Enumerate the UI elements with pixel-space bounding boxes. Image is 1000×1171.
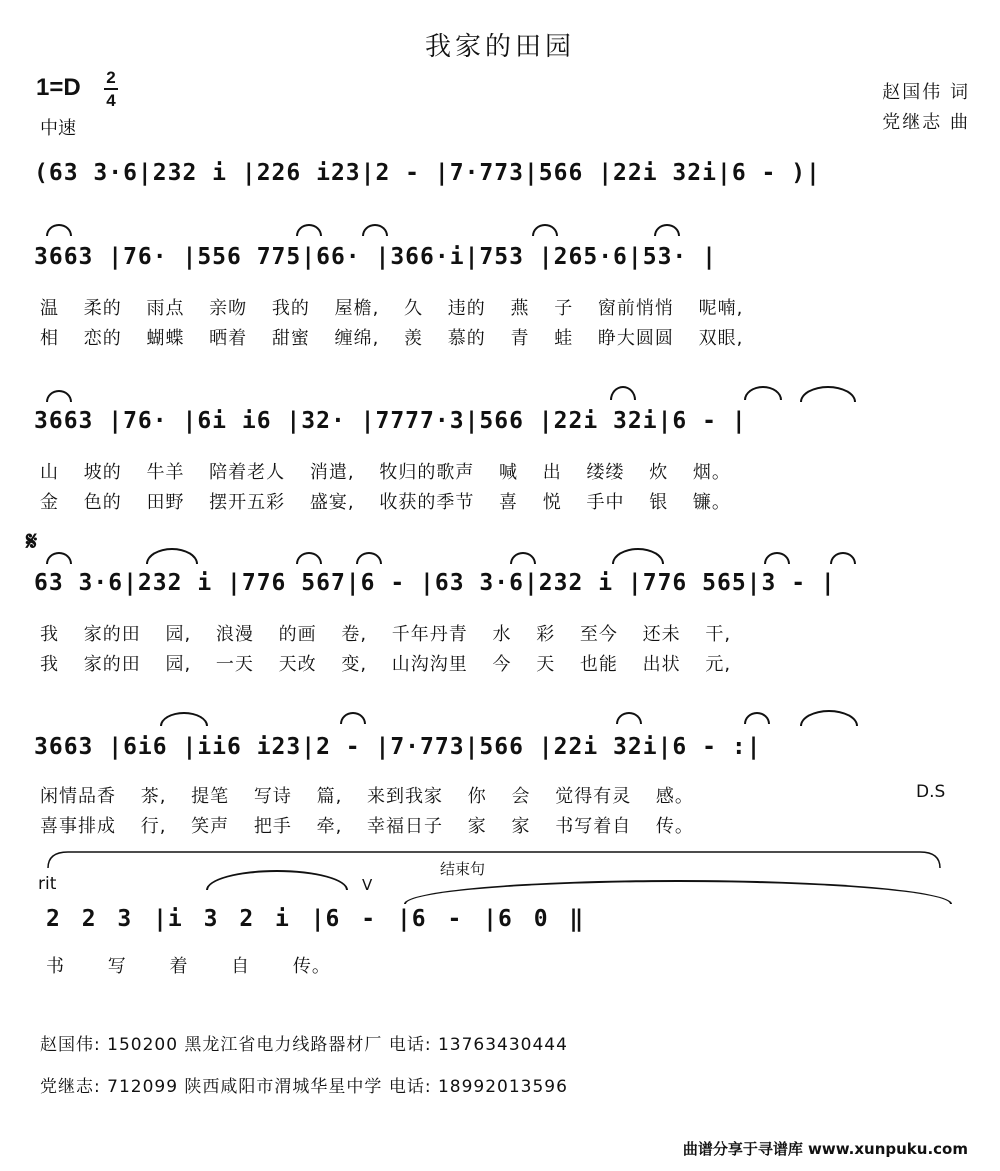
score-row-5-lyrics-verse-1: 闲情品香 茶, 提笔 写诗 篇, 来到我家 你 会 觉得有灵 感。 [40,786,694,807]
tie [404,880,952,904]
score-row-6-lyrics: 书 写 着 自 传。 [46,956,331,977]
ending-label: 结束句 [440,860,486,878]
score-row-4-lyrics-verse-2: 我 家的田 园, 一天 天改 变, 山沟沟里 今 天 也能 出状 元, [40,654,732,675]
page-title: 我家的田园 [424,32,575,62]
time-signature-top: 2 [106,68,116,87]
slur [532,224,558,236]
slur [340,712,366,724]
segno-sign: 𝄋 [26,527,38,557]
score-row-3-notes: 3663 |76· |6i i6 |32· |7777·3|566 |22i 32i|6 - | [34,408,747,434]
slur [206,870,348,890]
slur [654,224,680,236]
score-row-3-lyrics-verse-1: 山 坡的 牛羊 陪着老人 消遣, 牧归的歌声 喊 出 缕缕 炊 烟。 [40,462,731,483]
slur [46,224,72,236]
slur [46,390,72,402]
score-row-5-notes: 3663 |6i6 |ii6 i23|2 - |7·773|566 |22i 32i|6 - :| [34,734,762,760]
slur [744,386,782,400]
slur [830,552,856,564]
dal-segno-marking: D.S [916,782,946,802]
score-row-2-lyrics-verse-2: 相 恋的 蝴蝶 晒着 甜蜜 缠绵, 羡 慕的 青 蛙 睁大圆圆 双眼, [40,328,744,349]
lyricist-credit: 赵国伟 词 [882,82,970,103]
key-signature: 1=D [36,74,81,101]
watermark-brand: 曲谱分享于寻谱库 www.xunpuku.com [682,1140,968,1158]
slur [744,712,770,724]
slur [146,548,198,564]
score-row-6-notes: 2 2 3 |i 3 2 i |6 - |6 - |6 0 ‖ [46,906,585,932]
time-signature-bottom: 4 [106,91,116,110]
slur [296,224,322,236]
slur [800,710,858,726]
score-row-4-notes: 63 3·6|232 i |776 567|6 - |63 3·6|232 i |776 565|3 - | [34,570,836,596]
slur [616,712,642,724]
slur [764,552,790,564]
score-row-2-lyrics-verse-1: 温 柔的 雨点 亲吻 我的 屋檐, 久 违的 燕 子 窗前悄悄 呢喃, [40,298,744,319]
ending-bracket [44,850,944,870]
score-row-5-lyrics-verse-2: 喜事排成 行, 笑声 把手 牵, 幸福日子 家 家 书写着自 传。 [40,816,694,837]
footer-contact-composer: 党继志: 712099 陕西咸阳市渭城华星中学 电话: 18992013596 [40,1077,568,1097]
slur [510,552,536,564]
slur [800,386,856,402]
tempo-marking: 中速 [40,118,76,139]
ritardando-marking: rit [38,874,57,894]
score-row-3-lyrics-verse-2: 金 色的 田野 摆开五彩 盛宴, 收获的季节 喜 悦 手中 银 镰。 [40,492,731,513]
score-row-2-notes: 3663 |76· |556 775|66· |366·i|753 |265·6|53· | [34,244,717,270]
time-signature [104,68,118,110]
slur [612,548,664,564]
slur [160,712,208,726]
breath-mark: V [362,876,373,894]
score-row-4-lyrics-verse-1: 我 家的田 园, 浪漫 的画 卷, 千年丹青 水 彩 至今 还未 干, [40,624,732,645]
slur [362,224,388,236]
slur [296,552,322,564]
composer-credit: 党继志 曲 [882,112,970,133]
slur [356,552,382,564]
slur [610,386,636,400]
footer-contact-lyricist: 赵国伟: 150200 黑龙江省电力线路器材厂 电话: 13763430444 [40,1035,568,1055]
slur [46,552,72,564]
score-row-1-notes: (63 3·6|232 i |226 i23|2 - |7·773|566 |22i 32i|6 - )| [34,160,821,186]
